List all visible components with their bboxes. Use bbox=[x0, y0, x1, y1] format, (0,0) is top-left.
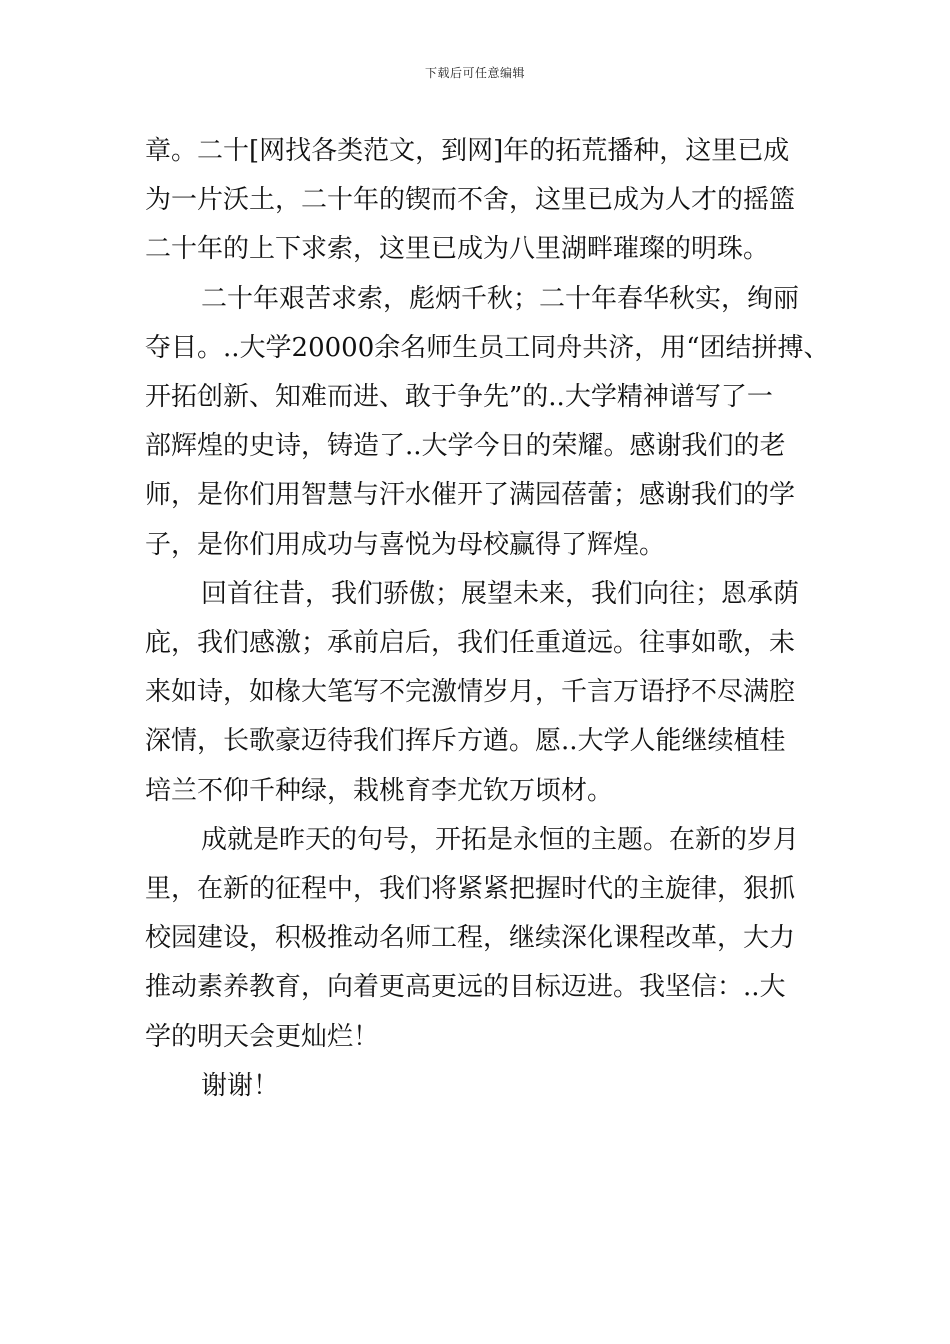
text-line: 部辉煌的史诗，铸造了..大学今日的荣耀。感谢我们的老 bbox=[145, 431, 786, 462]
text-line: 二十年的上下求索，这里已成为八里湖畔璀璨的明珠。 bbox=[145, 234, 770, 265]
paragraph-start-line: 回首往昔，我们骄傲；展望未来，我们向往；恩承荫 bbox=[201, 578, 800, 609]
text-line: 子，是你们用成功与喜悦为母校赢得了辉煌。 bbox=[145, 529, 666, 560]
text-line: 庇，我们感激；承前启后，我们任重道远。往事如歌，未 bbox=[145, 628, 796, 659]
body-text bbox=[145, 127, 830, 1111]
text-line: 章。二十[网找各类范文，到网]年的拓荒播种，这里已成 bbox=[145, 136, 790, 166]
text-line: 校园建设，积极推动名师工程，继续深化课程改革，大力 bbox=[145, 923, 796, 954]
text-line: 为一片沃土，二十年的锲而不舍，这里已成为人才的摇篮 bbox=[145, 185, 796, 216]
text-line: 推动素养教育，向着更高更远的目标迈进。我坚信：..大 bbox=[145, 972, 786, 1003]
text-line: 学的明天会更灿烂！ bbox=[145, 1021, 380, 1052]
paragraph-start-line: 成就是昨天的句号，开拓是永恒的主题。在新的岁月 bbox=[201, 824, 800, 855]
page-header: 下载后可任意编辑 bbox=[424, 66, 525, 80]
paragraph-start-line: 二十年艰苦求索，彪炳千秋；二十年春华秋实，绚丽 bbox=[201, 283, 800, 314]
text-line: 夺目。..大学20000余名师生员工同舟共济，用“团结拼搏、 bbox=[145, 332, 830, 363]
text-line: 开拓创新、知难而进、敢于争先”的..大学精神谱写了一 bbox=[145, 382, 773, 413]
text-line: 培兰不仰千种绿，栽桃育李尤钦万顷材。 bbox=[145, 775, 614, 806]
text-line: 深情，长歌豪迈待我们挥斥方遒。愿..大学人能继续植桂 bbox=[145, 726, 786, 757]
closing-line: 谢谢！ bbox=[201, 1070, 280, 1101]
text-line: 师，是你们用智慧与汗水催开了满园蓓蕾；感谢我们的学 bbox=[145, 480, 796, 511]
text-line: 来如诗，如椽大笔写不完激情岁月，千言万语抒不尽满腔 bbox=[145, 677, 796, 708]
text-line: 里，在新的征程中，我们将紧紧把握时代的主旋律，狠抓 bbox=[145, 874, 796, 905]
